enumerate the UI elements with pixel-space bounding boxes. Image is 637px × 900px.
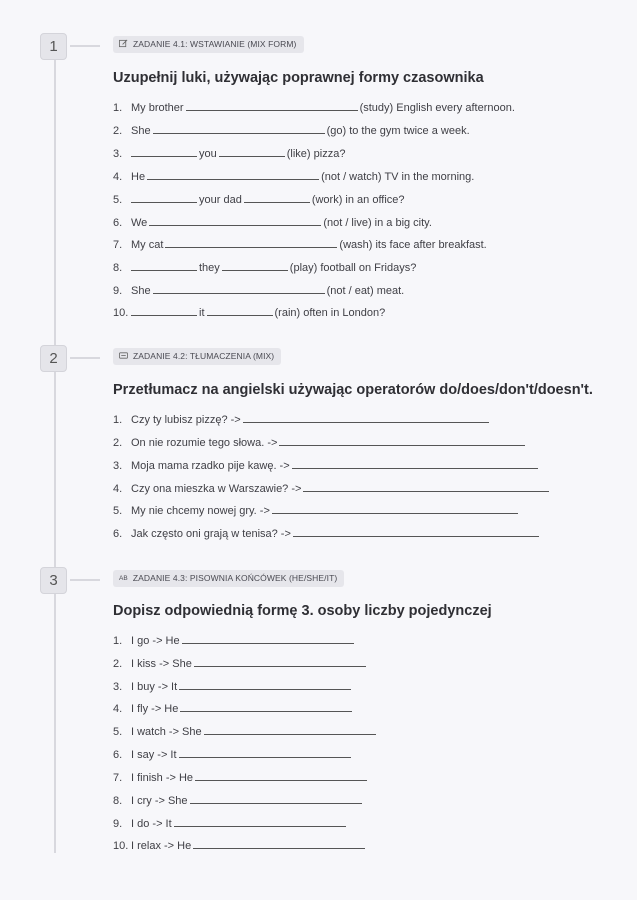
answer-blank[interactable] bbox=[272, 502, 518, 514]
list-item: 2. On nie rozumie tego słowa. -> bbox=[113, 434, 527, 448]
section-number-badge: 2 bbox=[40, 345, 67, 372]
exercise-heading: Uzupełnij luki, używając poprawnej formy czasownika bbox=[113, 70, 484, 86]
list-item: 2. She (go) to the gym twice a week. bbox=[113, 122, 470, 136]
answer-blank[interactable] bbox=[207, 304, 273, 316]
answer-blank[interactable] bbox=[180, 700, 352, 712]
answer-blank[interactable] bbox=[194, 655, 366, 667]
list-item: 7. My cat (wash) its face after breakfast. bbox=[113, 236, 487, 250]
answer-blank[interactable] bbox=[222, 259, 288, 271]
list-item: 7. I finish -> He bbox=[113, 769, 369, 783]
answer-blank[interactable] bbox=[165, 236, 337, 248]
answer-blank[interactable] bbox=[179, 678, 351, 690]
exercise-heading: Dopisz odpowiednią formę 3. osoby liczby pojedynczej bbox=[113, 603, 492, 619]
answer-blank[interactable] bbox=[179, 746, 351, 758]
exercise-tag-label: ZADANIE 4.2: TŁUMACZENIA (MIX) bbox=[133, 351, 275, 361]
answer-blank[interactable] bbox=[279, 434, 525, 446]
list-item: 8. I cry -> She bbox=[113, 792, 364, 806]
answer-blank[interactable] bbox=[303, 480, 549, 492]
answer-blank[interactable] bbox=[131, 191, 197, 203]
list-item: 4. Czy ona mieszka w Warszawie? -> bbox=[113, 480, 551, 494]
list-item: 5. your dad (work) in an office? bbox=[113, 191, 405, 205]
answer-blank[interactable] bbox=[153, 122, 325, 134]
answer-blank[interactable] bbox=[153, 282, 325, 294]
list-item: 10. I relax -> He bbox=[113, 837, 367, 851]
exercise-tag bbox=[113, 36, 304, 53]
answer-blank[interactable] bbox=[293, 525, 539, 537]
list-item: 3. you (like) pizza? bbox=[113, 145, 345, 159]
connector-line bbox=[70, 579, 100, 581]
answer-blank[interactable] bbox=[243, 411, 489, 423]
connector-line bbox=[70, 357, 100, 359]
list-item: 1. My brother (study) English every afternoon. bbox=[113, 99, 515, 113]
list-item: 1. I go -> He bbox=[113, 632, 356, 646]
list-item: 10. it (rain) often in London? bbox=[113, 304, 385, 318]
answer-blank[interactable] bbox=[149, 214, 321, 226]
spelling-icon: AB bbox=[119, 575, 128, 582]
answer-blank[interactable] bbox=[182, 632, 354, 644]
exercise-tag-label: ZADANIE 4.3: PISOWNIA KOŃCÓWEK (HE/SHE/IT) bbox=[132, 573, 338, 583]
section-number-badge: 1 bbox=[40, 33, 67, 60]
answer-blank[interactable] bbox=[204, 723, 376, 735]
answer-blank[interactable] bbox=[131, 259, 197, 271]
answer-blank[interactable] bbox=[131, 304, 197, 316]
exercise-tag-label: ZADANIE 4.1: WSTAWIANIE (MIX FORM) bbox=[133, 39, 297, 49]
list-item: 2. I kiss -> She bbox=[113, 655, 368, 669]
list-item: 9. She (not / eat) meat. bbox=[113, 282, 404, 296]
list-item: 8. they (play) football on Fridays? bbox=[113, 259, 416, 273]
answer-blank[interactable] bbox=[219, 145, 285, 157]
list-item: 3. I buy -> It bbox=[113, 678, 353, 692]
answer-blank[interactable] bbox=[195, 769, 367, 781]
exercise-tag bbox=[113, 570, 344, 587]
answer-blank[interactable] bbox=[147, 168, 319, 180]
list-item: 1. Czy ty lubisz pizzę? -> bbox=[113, 411, 491, 425]
list-item: 9. I do -> It bbox=[113, 815, 348, 829]
answer-blank[interactable] bbox=[174, 815, 346, 827]
section-number-badge: 3 bbox=[40, 567, 67, 594]
list-item: 3. Moja mama rzadko pije kawę. -> bbox=[113, 457, 540, 471]
exercise-tag bbox=[113, 348, 281, 365]
list-item: 5. I watch -> She bbox=[113, 723, 378, 737]
list-item: 4. He (not / watch) TV in the morning. bbox=[113, 168, 474, 182]
answer-blank[interactable] bbox=[292, 457, 538, 469]
answer-blank[interactable] bbox=[186, 99, 358, 111]
answer-blank[interactable] bbox=[244, 191, 310, 203]
answer-blank[interactable] bbox=[190, 792, 362, 804]
translate-icon bbox=[119, 351, 128, 360]
answer-blank[interactable] bbox=[193, 837, 365, 849]
list-item: 5. My nie chcemy nowej gry. -> bbox=[113, 502, 520, 516]
timeline-rail bbox=[54, 45, 56, 853]
edit-icon bbox=[119, 39, 128, 48]
exercise-heading: Przetłumacz na angielski używając operatorów do/does/don't/doesn't. bbox=[113, 382, 593, 398]
list-item: 4. I fly -> He bbox=[113, 700, 354, 714]
list-item: 6. We (not / live) in a big city. bbox=[113, 214, 432, 228]
list-item: 6. Jak często oni grają w tenisa? -> bbox=[113, 525, 541, 539]
connector-line bbox=[70, 45, 100, 47]
answer-blank[interactable] bbox=[131, 145, 197, 157]
list-item: 6. I say -> It bbox=[113, 746, 353, 760]
